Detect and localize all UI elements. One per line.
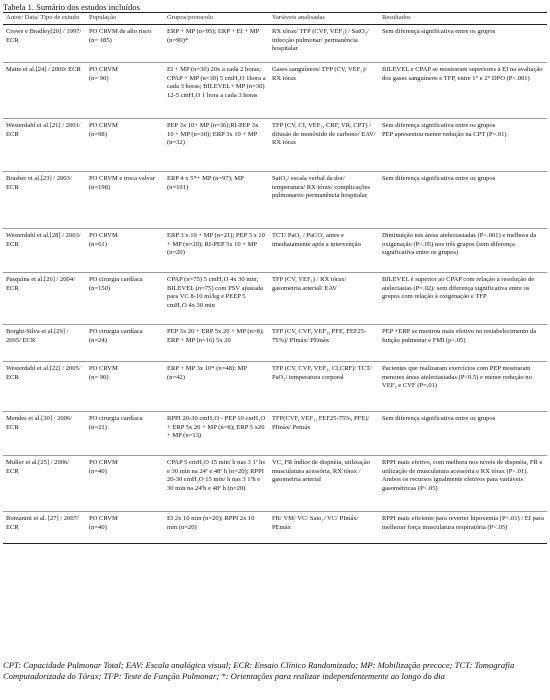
author-cell: Crowe e Bradley[20] / 1997/ ECR <box>3 25 86 63</box>
population-cell: PO cirurgia cardíaca (n=150) <box>86 273 164 325</box>
groups-cell: PEP 3x 10+ MP (n=36);RI-PEP 3x 10 + MP (n=30); ERP 3x 10 + MP (n=32) <box>164 119 269 172</box>
groups-cell: PEP 3x 20 + ERP 5x 20 + MP (n=8); ERP + MP (n=16) 5x 20 <box>164 325 269 362</box>
results-cell: Diminuição nas áreas atelectasiadas (P<.001) e melhora da oxigenação (P<.05) nos três grupos (sem diferença significativa entre os grupos) <box>379 229 547 273</box>
table-row <box>3 273 547 325</box>
table-caption: Tabela 1. Sumário dos estudos incluídos <box>3 2 140 12</box>
results-cell: BILEVEL e CPAP se mostraram superiores à EI na avaliação dos gases sanguíneos e TFP, entre 1° e 2° DPO (P<.001) <box>379 63 547 119</box>
studies-table <box>3 12 547 544</box>
column-header: População <box>86 13 164 25</box>
author-cell: Mendes et al.[30] / 2006/ ECR <box>3 412 86 456</box>
results-cell: Sem diferença significativa entre os grupos <box>379 25 547 63</box>
groups-cell: EI 2x 10 min (n=20); RPPI 2x 10 min (n=20) <box>164 512 269 544</box>
table-row <box>3 362 547 412</box>
variables-cell: Gases sanguíneos/ TFP (CV, VEF₁)/ RX tórax <box>269 63 379 119</box>
table-row <box>3 229 547 273</box>
population-cell: PO cirurgia cardíaca (n=24) <box>86 325 164 362</box>
results-cell: Sem diferença significativa entre os grupos PEP apresentou menor redução na CPT (P=.01) <box>379 119 547 172</box>
groups-cell: CPAP 5 cmH₂O 15 min/ h nas 3 1ª hs e 30 min na 24ª e 48ª h (n=20); RPPI 20-30 cmH₂O 15 min/ h nas 3 1ªh e 30 min na 24ªh e 48ª h (n=20) <box>164 456 269 512</box>
groups-cell: ERP + MP 3x 10* (n=48); MP (n=42) <box>164 362 269 412</box>
table-row <box>3 63 547 119</box>
author-cell: Westerdahl et al.[28] / 2003/ ECR <box>3 229 86 273</box>
population-cell: PO CRVM (n=98) <box>86 119 164 172</box>
author-cell: Westerdahl et al.[22] / 2005/ ECR <box>3 362 86 412</box>
variables-cell: RX tórax/ TFP (CVF, VEF₁) / SatO₂/ infecção pulmonar/ permanência hospitalar <box>269 25 379 63</box>
table-row <box>3 119 547 172</box>
column-header: Variáveis analisadas <box>269 13 379 25</box>
column-header: Grupos/protocolo <box>164 13 269 25</box>
table-body <box>3 25 547 544</box>
table-header-row <box>3 13 547 25</box>
population-cell: PO CRVM de alto risco (n= 185) <box>86 25 164 63</box>
table-row <box>3 512 547 544</box>
population-cell: PO CRVM (n=40) <box>86 456 164 512</box>
author-cell: Pasquina et al.[26] / 2004/ ECR <box>3 273 86 325</box>
results-cell: RPPI mais eficiente para reverter hipoxemia (P<.01) / EI para melhorar força musculatura respiratória (P<.05) <box>379 512 547 544</box>
author-cell: Romanini et al. [27] / 2007/ ECR <box>3 512 86 544</box>
results-cell: RPPI mais efetivo, com melhora nos níveis de dispnéia, FR e utilização de musculatura acessória e RX tórax (P<.01). Ambos os recursos igualmente efetivos para variáveis gasométricas (P<.05) <box>379 456 547 512</box>
results-cell: Sem diferença significativa entre os grupos <box>379 172 547 229</box>
author-cell: Westerdahl et al.[21] / 2001/ ECR <box>3 119 86 172</box>
author-cell: Brasher et al.[23] / 2003/ ECR <box>3 172 86 229</box>
results-cell: Pacientes que realizaram exercícios com PEP mostraram menores áreas atelectasiadas (P<0.5) e menor redução no VEF₁ e CVF (P=.01) <box>379 362 547 412</box>
population-cell: PO CRVM (n=40) <box>86 512 164 544</box>
population-cell: PO CRVM (n= 90) <box>86 63 164 119</box>
groups-cell: RPPI 20-30 cmH₂O - PEP 10 cmH₂O + ERP 5x 20 + MP (n=8); ERP 5 x20 + MP (n=13) <box>164 412 269 456</box>
author-cell: Muller et al.[25] / 2006/ ECR <box>3 456 86 512</box>
author-cell: Borghi-Silva et al.[29] / 2005/ ECR <box>3 325 86 362</box>
table-row <box>3 412 547 456</box>
author-cell: Matte et al.[24] / 2000/ ECR <box>3 63 86 119</box>
groups-cell: ERP 3 x 10 + MP (n=21); PEP 3 x 10 + MP (n=20); RI-PEP 3x 10 + MP (n=20) <box>164 229 269 273</box>
variables-cell: TFP(CVF, VEF₁, FEF25-75%, PFE)/ PImáx/ Pemáx <box>269 412 379 456</box>
groups-cell: ERP 4 x 5*+ MP (n=97); MP (n=101) <box>164 172 269 229</box>
population-cell: PO cirurgia cardíaca (n=21) <box>86 412 164 456</box>
table-row <box>3 325 547 362</box>
groups-cell: EI + MP (n=30) 20x a cada 2 horas; CPAP + MP (n=30) 5 cmH₂O 1hora a cada 3 horas; BILEVEL+ MP (n=30) 12-5 cmH₂O 1 hora a cada 3 horas <box>164 63 269 119</box>
population-cell: PO CRVM (n=61) <box>86 229 164 273</box>
population-cell: PO CRVM e troca valvar (n=198) <box>86 172 164 229</box>
variables-cell: FR/ VM/ VC/ Sato₂/ VC/ PImáx/ PEmáx <box>269 512 379 544</box>
table-row <box>3 172 547 229</box>
table-row <box>3 456 547 512</box>
column-header: Autor/ Data/ Tipo de estudo <box>3 13 86 25</box>
groups-cell: ERP + MP (n=95); ERP + EI + MP (n=90)* <box>164 25 269 63</box>
results-cell: PEP +ERP se mostrou mais efetivo no restabelecimento da função pulmonar e FMI (p<.05) <box>379 325 547 362</box>
variables-cell: TFP (CV, CI, VEF₁, CRF, VR, CPT) / difusão de monóxido de carbono/ EAV/ RX tórax <box>269 119 379 172</box>
variables-cell: TCT/ PaO₂ / PaCO₂ antes e imediatamente após a intervenção <box>269 229 379 273</box>
groups-cell: CPAP (n=75) 5 cmH₂O 4x 30 min; BILEVEL (n=75) com PSV ajustada para VC 8-10 ml/kg e PEEP 5 cmH₂O 4x 30 min <box>164 273 269 325</box>
variables-cell: VC, FR índice de dispnéia, utilização musculatura acessória, RX tórax / gasometria arterial <box>269 456 379 512</box>
column-header: Resultados <box>379 13 547 25</box>
variables-cell: TFP (CV, VEF₁) / RX tórax/ gasometria arterial/ EAV <box>269 273 379 325</box>
table-footnote: CPT: Capacidade Pulmonar Total; EAV: Escala analógica visual; ECR: Ensaio Clínico Randomizado; MP: Mobilização precoce; TCT: Tomografia Computadorizada do Tórax; TFP: Teste de Função Pulmonar; *: Orientações para realizar independentemente ao longo do dia <box>3 660 515 681</box>
variables-cell: SatO₂/ escala verbal da dor/ temperatura/ RX tórax/ complicações pulmonares/ permanência hospitalar <box>269 172 379 229</box>
population-cell: PO CRVM (n= 90) <box>86 362 164 412</box>
variables-cell: TFP (CV, CVF, VEF₁, CI,CRF)/ TCT/ PaO₂/ temperatura corporal <box>269 362 379 412</box>
table-row <box>3 25 547 63</box>
variables-cell: TFP (CV, CVF, VEF₁, PFE, FEF25-75%)/ PImáx/ PEmáx <box>269 325 379 362</box>
results-cell: Sem diferença significativa entre os grupos <box>379 412 547 456</box>
results-cell: BILEVEL é superior ao CPAP com relação à resolução de atelectasias (P=.02)/ sem diferença significativa entre os grupos com relação à oxigenação e TFP <box>379 273 547 325</box>
